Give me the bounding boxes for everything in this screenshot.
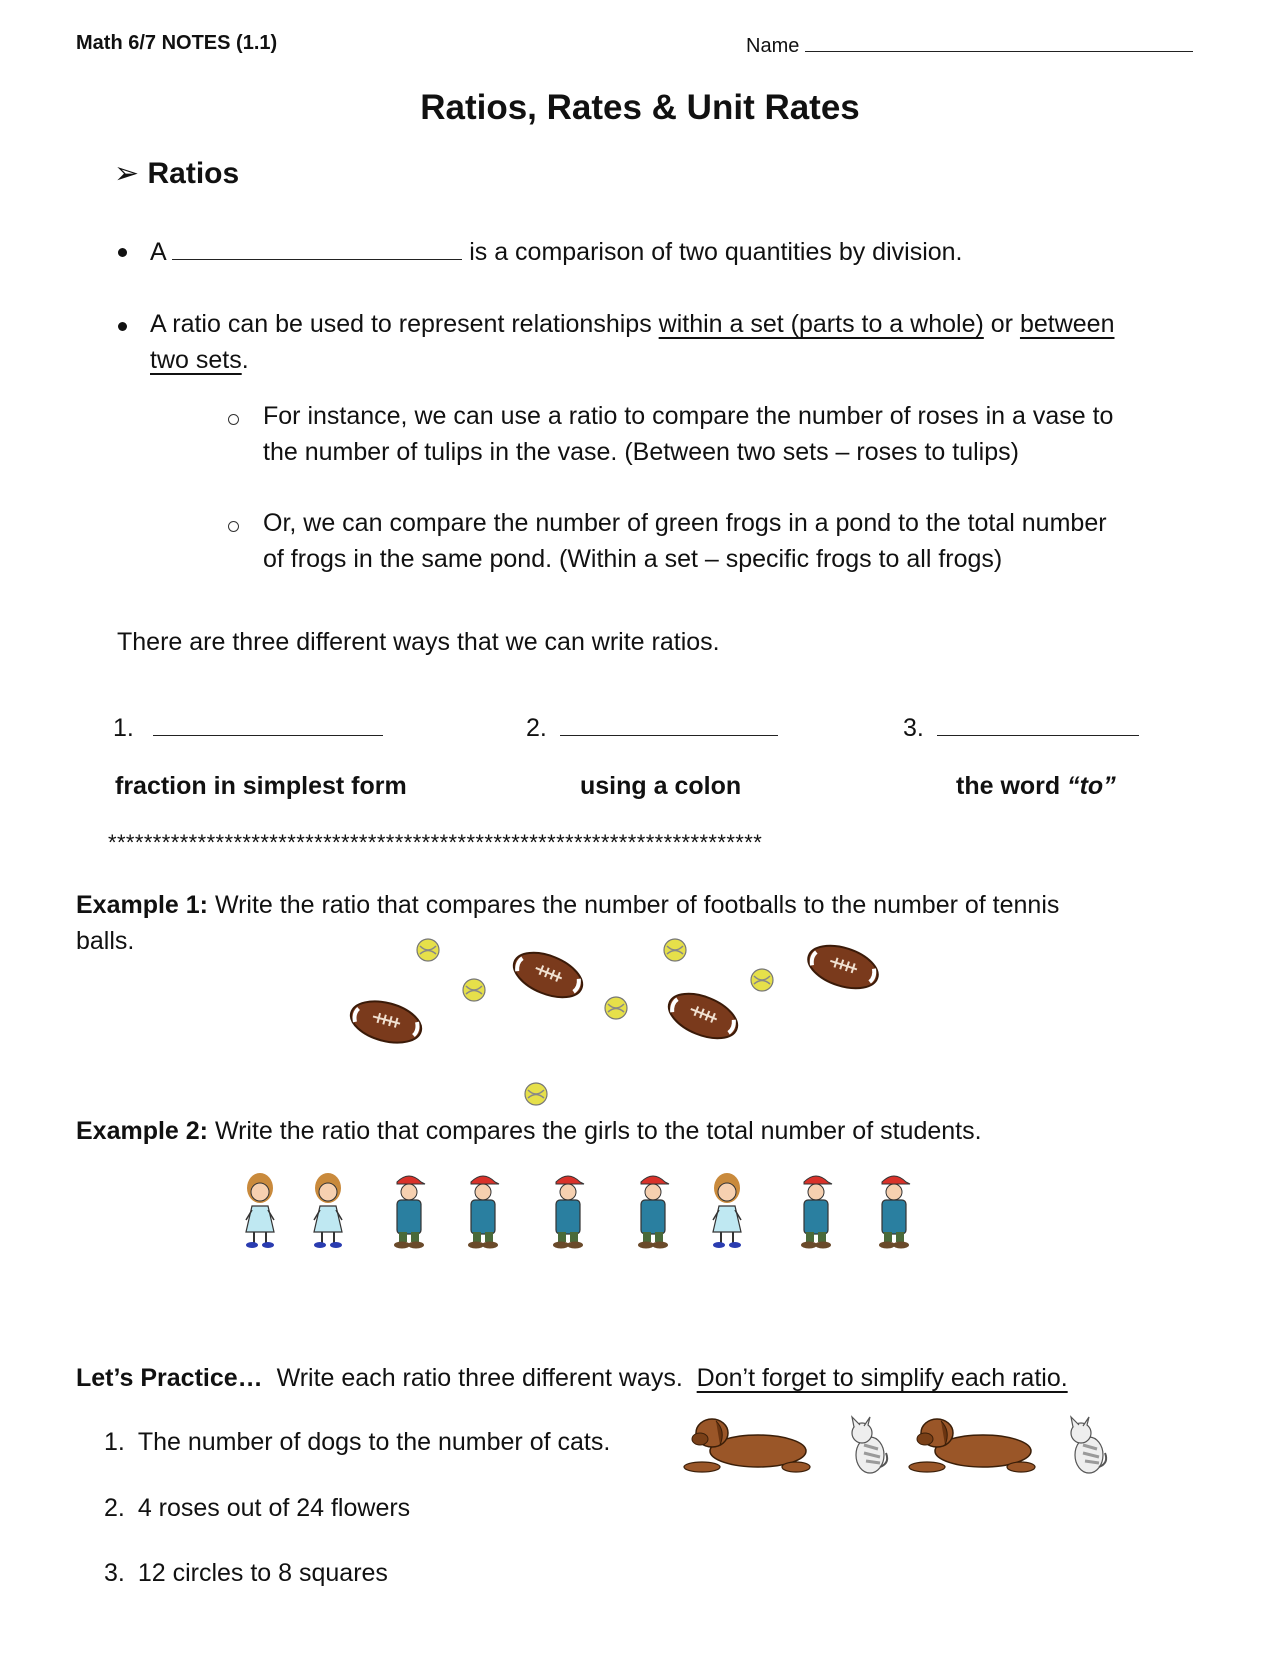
ways-intro: There are three different ways that we can write ratios. [117,628,720,656]
way-2-label: using a colon [580,772,742,800]
cat-icon [852,1417,887,1473]
two-sets-text: two sets [150,346,242,374]
roses-line-2: the number of tulips in the vase. (Between two sets – roses to tulips) [263,438,1019,466]
practice-item-2-text: 4 roses out of 24 flowers [137,1494,411,1522]
example-1-text: Write the ratio that compares the number of footballs to the number of tennis [208,891,1060,919]
way-3-italic: “to” [1067,772,1116,800]
relationship-text: A ratio can be used to represent relationships [150,310,652,338]
frogs-line-2: of frogs in the same pond. (Within a set – specific frogs to all frogs) [263,545,1003,573]
dog-icon [684,1419,810,1472]
frogs-line-1: Or, we can compare the number of green frogs in a pond to the total number [263,509,1107,537]
practice-text: Write each ratio three different ways. [262,1364,697,1392]
course-header: Math 6/7 NOTES (1.1) [76,32,278,54]
example-2-label: Example 2: [76,1117,209,1145]
or-text: or [990,310,1013,338]
name-label: Name [746,35,800,57]
asterisk-separator: ************************************************************************* [108,830,763,855]
way-3-prefix: the word [956,772,1068,800]
example-1-text-2: balls. [76,927,135,955]
practice-item-3-number: 3. [104,1559,125,1587]
way-2-number: 2. [526,714,547,742]
roses-line-1: For instance, we can use a ratio to compare the number of roses in a vase to [263,402,1114,430]
practice-label: Let’s Practice… [76,1364,263,1392]
section-heading-text: Ratios [147,157,240,190]
practice-item-1-text: The number of dogs to the number of cats. [137,1428,611,1456]
page-title: Ratios, Rates & Unit Rates [420,88,860,127]
period: . [241,346,249,374]
way-3-number: 3. [903,714,924,742]
arrow-bullet-icon: ➢ [114,157,140,190]
definition-suffix: is a comparison of two quantities by division. [469,238,963,266]
dog-icon [909,1419,1035,1472]
practice-item-3-text: 12 circles to 8 squares [137,1559,388,1587]
simplify-reminder: Don’t forget to simplify each ratio. [696,1364,1068,1392]
way-1-label: fraction in simplest form [115,772,407,800]
cat-icon [1071,1417,1106,1473]
example-1-label: Example 1: [76,891,209,919]
example-2-text: Write the ratio that compares the girls to the total number of students. [208,1117,982,1145]
definition-prefix: A [150,238,166,266]
practice-item-2-number: 2. [104,1494,125,1522]
practice-item-1-number: 1. [104,1428,125,1456]
between-text: between [1019,310,1115,338]
within-set-text: within a set (parts to a whole) [658,310,984,338]
way-1-number: 1. [113,714,134,742]
